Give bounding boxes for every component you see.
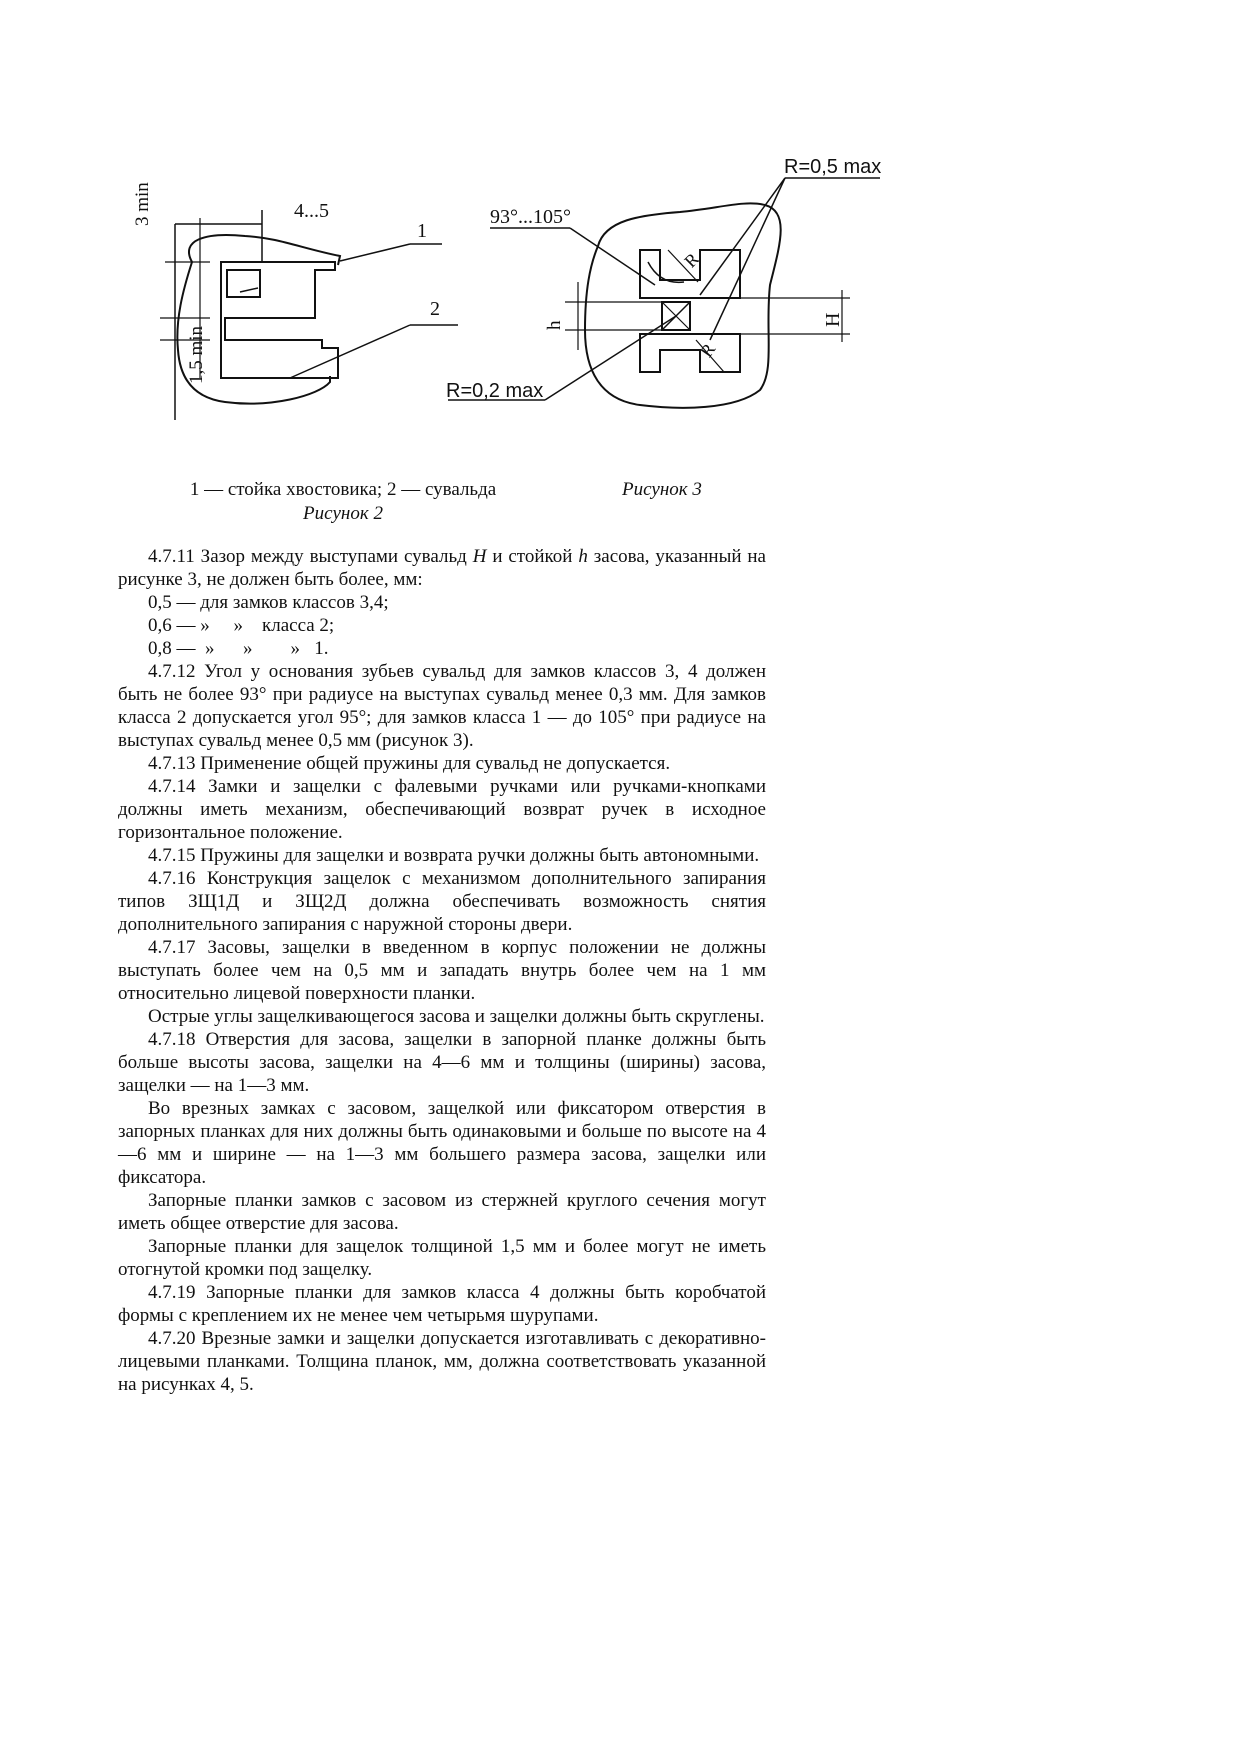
p1-part-c: засова, указанный на рисунке 3, не должен быть более, мм: — [118, 546, 766, 590]
fig2-label-1: 1 — [417, 220, 427, 242]
figure-2-title: Рисунок 2 — [303, 503, 383, 524]
fig2-dim-top: 4...5 — [294, 200, 329, 222]
p1-symbol-h: h — [578, 546, 588, 567]
paragraph-4-7-15: 4.7.15 Пружины для защелки и возврата ручки должны быть автономными. — [148, 845, 760, 866]
figure-2-caption — [163, 478, 523, 526]
figure-2-drawing — [160, 210, 458, 420]
paragraph-4-7-12: 4.7.12 Угол у основания зубьев сувальд для замков классов 3, 4 должен быть не более 93° при радиусе на выступах сувальд менее 0,3 мм. Для замков класса 2 допускается угол 95°; для замков класса 1 — до 105° при радиусе на выступах сувальд менее 0,5 мм (рисунок 3). — [118, 661, 766, 751]
fig3-radius-min-label: R=0,2 max — [446, 380, 544, 402]
paragraph-4-7-18: 4.7.18 Отверстия для засова, защелки в запорной планке должны быть больше высоты засова, защелки на 4—6 мм и толщины (ширины) засова, защелки — на 1—3 мм. — [118, 1029, 766, 1096]
fig2-dim-left-bottom: 1,5 min — [186, 325, 207, 384]
fig3-radius-max-label: R=0,5 max — [784, 156, 882, 178]
paragraph-4-7-13: 4.7.13 Применение общей пружины для сувальд не допускается. — [148, 753, 671, 774]
fig3-dim-H: H — [822, 312, 844, 327]
paragraph-4-7-11 — [118, 545, 766, 591]
paragraph-4-7-20: 4.7.20 Врезные замки и защелки допускается изготавливать с декоративно-лицевыми планками. Толщина планок, мм, должна соответствовать указанной на рисунках 4, 5. — [118, 1328, 766, 1395]
fig3-angle-label: 93°...105° — [490, 206, 571, 228]
list-item: 0,6 — » » класса 2; — [148, 615, 335, 636]
p1-part-a: 4.7.11 Зазор между выступами сувальд — [148, 546, 473, 567]
paragraph-4-7-19: 4.7.19 Запорные планки для замков класса 4 должны быть коробчатой формы с креплением их не менее чем четырьмя шурупами. — [118, 1282, 766, 1326]
paragraph-4-7-14: 4.7.14 Замки и защелки с фалевыми ручками или ручками-кнопками должны иметь механизм, обеспечивающий возврат ручек в исходное горизонтальное положение. — [118, 776, 766, 843]
figure-2-legend: 1 — стойка хвостовика; 2 — сувальда — [189, 479, 497, 500]
paragraph-sharp-corners: Острые углы защелкивающегося засова и защелки должны быть скруглены. — [148, 1006, 765, 1027]
fig2-label-2: 2 — [430, 298, 440, 320]
list-item: 0,8 — » » » 1. — [148, 638, 329, 659]
fig3-r-lower: R — [695, 339, 720, 361]
paragraph-strike-plates-latches: Запорные планки для защелок толщиной 1,5 мм и более могут не иметь отогнутой кромки под защелку. — [118, 1236, 766, 1280]
figures-area — [0, 0, 1240, 460]
technical-drawings — [0, 0, 1240, 460]
p1-symbol-H: H — [472, 546, 487, 567]
paragraph-4-7-17: 4.7.17 Засовы, защелки в введенном в корпус положении не должны выступать более чем на 0,5 мм и западать внутрь более чем на 1 мм относительно лицевой поверхности планки. — [118, 937, 766, 1004]
figure-3-title: Рисунок 3 — [622, 479, 702, 500]
fig3-dim-h: h — [544, 320, 565, 330]
fig3-r-upper: R — [680, 248, 703, 272]
body-text — [118, 545, 766, 1396]
paragraph-4-7-16: 4.7.16 Конструкция защелок с механизмом дополнительного запирания типов ЗЩ1Д и ЗЩ2Д должна обеспечивать возможность снятия дополнительного запирания с наружной стороны двери. — [118, 868, 766, 935]
list-item: 0,5 — для замков классов 3,4; — [148, 592, 389, 613]
p1-part-b: и стойкой — [486, 546, 579, 567]
paragraph-mortise-locks: Во врезных замках с засовом, защелкой или фиксатором отверстия в запорных планках для них должны быть одинаковыми и больше по высоте на 4—6 мм и ширине — на 1—3 мм большего размера засова, защелки или фиксатора. — [118, 1098, 766, 1188]
paragraph-strike-plates-round: Запорные планки замков с засовом из стержней круглого сечения могут иметь общее отверстие для засова. — [118, 1190, 766, 1234]
fig2-dim-left-top: 3 min — [132, 182, 153, 226]
